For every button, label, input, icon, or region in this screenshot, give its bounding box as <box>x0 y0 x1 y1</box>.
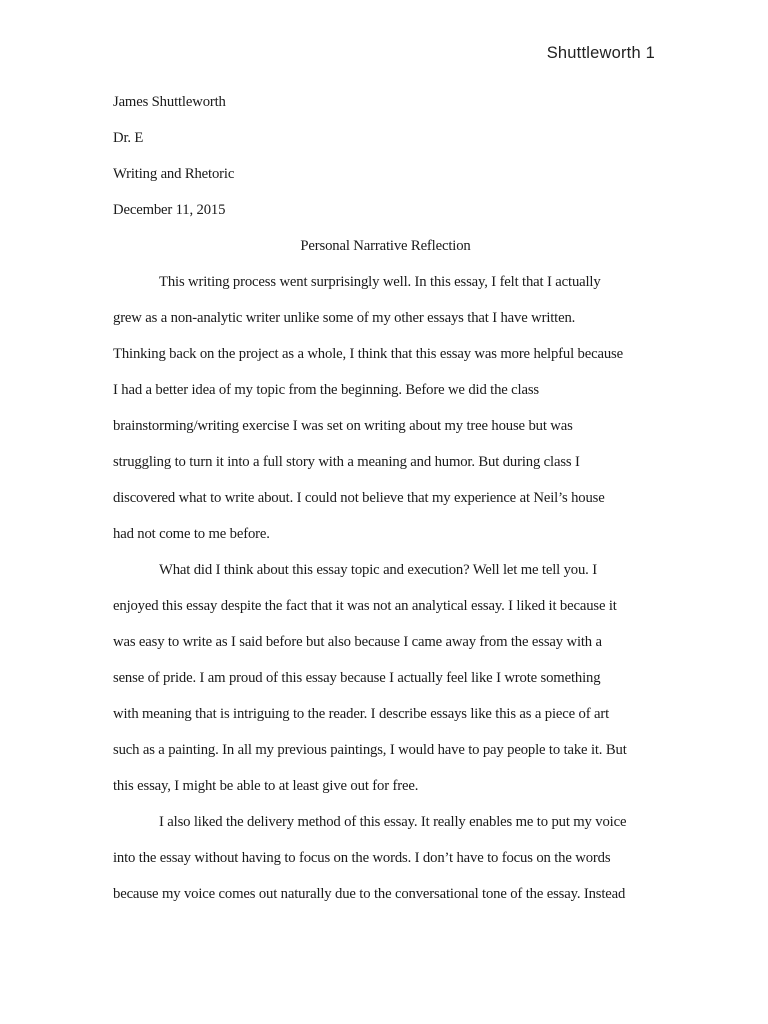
course-name: Writing and Rhetoric <box>113 166 235 182</box>
paragraph-line: discovered what to write about. I could not believe that my experience at Neil’s house <box>113 490 605 506</box>
paragraph-line: I also liked the delivery method of this essay. It really enables me to put my voice <box>159 814 627 830</box>
paragraph-line: with meaning that is intriguing to the reader. I describe essays like this as a piece of art <box>113 706 610 722</box>
paragraph-line: into the essay without having to focus on the words. I don’t have to focus on the words <box>113 850 611 866</box>
paragraph-line: struggling to turn it into a full story with a meaning and humor. But during class I <box>113 454 580 470</box>
paragraph-line: enjoyed this essay despite the fact that it was not an analytical essay. I liked it because it <box>113 598 617 614</box>
paragraph-3 <box>113 804 658 912</box>
paragraph-line: brainstorming/writing exercise I was set on writing about my tree house but was <box>113 418 573 434</box>
running-head: Shuttleworth 1 <box>546 44 655 62</box>
paragraph-2 <box>113 552 658 804</box>
paragraph-line: Thinking back on the project as a whole, I think that this essay was more helpful because <box>113 346 623 362</box>
instructor-name: Dr. E <box>113 130 144 146</box>
paragraph-line: was easy to write as I said before but also because I came away from the essay with a <box>113 634 602 650</box>
paragraph-line: had not come to me before. <box>113 526 270 542</box>
paragraph-1 <box>113 264 658 552</box>
paragraph-line: this essay, I might be able to at least give out for free. <box>113 778 419 794</box>
paragraph-line: because my voice comes out naturally due to the conversational tone of the essay. Instead <box>113 886 626 902</box>
paragraph-line: sense of pride. I am proud of this essay because I actually feel like I wrote something <box>113 670 601 686</box>
essay-date: December 11, 2015 <box>113 202 226 218</box>
paragraph-line: such as a painting. In all my previous paintings, I would have to pay people to take it. But <box>113 742 627 758</box>
paragraph-line: I had a better idea of my topic from the beginning. Before we did the class <box>113 382 539 398</box>
paragraph-line: grew as a non-analytic writer unlike some of my other essays that I have written. <box>113 310 576 326</box>
paragraph-line: This writing process went surprisingly well. In this essay, I felt that I actually <box>159 274 601 290</box>
essay-title: Personal Narrative Reflection <box>300 238 471 254</box>
paragraph-line: What did I think about this essay topic and execution? Well let me tell you. I <box>159 562 597 578</box>
author-name: James Shuttleworth <box>113 94 226 110</box>
essay-body <box>113 84 658 912</box>
